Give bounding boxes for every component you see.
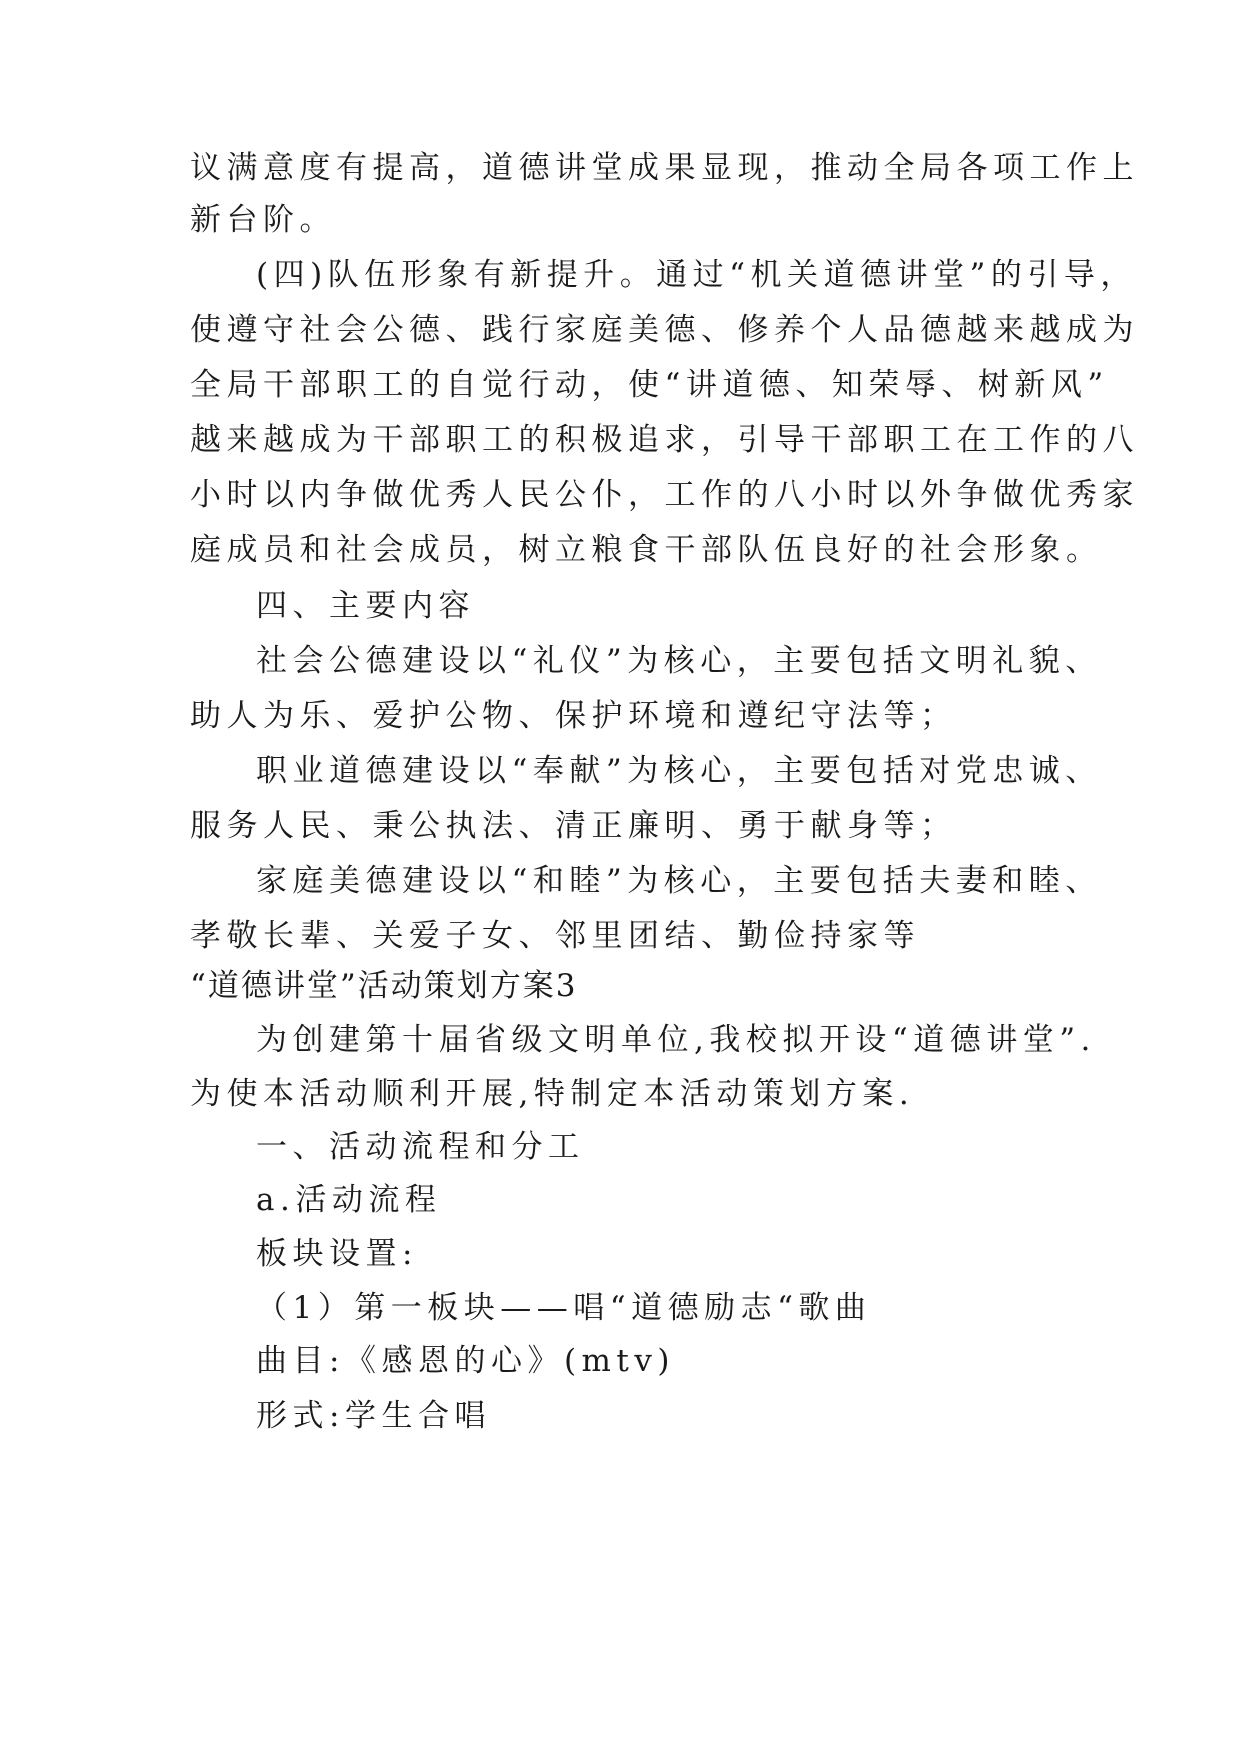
paragraph-line: 服务人民、秉公执法、清正廉明、勇于献身等； — [190, 808, 957, 844]
paragraph-line: 形式:学生合唱 — [256, 1398, 491, 1434]
paragraph-line: 为使本活动顺利开展,特制定本活动策划方案. — [190, 1076, 915, 1112]
paragraph-line: 小时以内争做优秀人民公仆，工作的八小时以外争做优秀家 — [190, 477, 1139, 513]
paragraph-line: 曲目:《感恩的心》(mtv) — [256, 1343, 675, 1379]
paragraph-line: 助人为乐、爱护公物、保护环境和遵纪守法等； — [190, 698, 957, 734]
paragraph-line: 全局干部职工的自觉行动，使“讲道德、知荣辱、树新风” — [190, 367, 1109, 403]
paragraph-line: 职业道德建设以“奉献”为核心，主要包括对党忠诚、 — [256, 753, 1102, 789]
paragraph-line: (四)队伍形象有新提升。通过“机关道德讲堂”的引导， — [256, 257, 1137, 293]
paragraph-line: 使遵守社会公德、践行家庭美德、修养个人品德越来越成为 — [190, 312, 1139, 348]
paragraph-line: 家庭美德建设以“和睦”为核心，主要包括夫妻和睦、 — [256, 863, 1102, 899]
paragraph-line: 板块设置: — [256, 1236, 418, 1272]
paragraph-line: 新台阶。 — [190, 202, 336, 238]
paragraph-line: 庭成员和社会成员，树立粮食干部队伍良好的社会形象。 — [190, 532, 1103, 568]
section-heading: 一、活动流程和分工 — [256, 1129, 585, 1165]
document-title: “道德讲堂”活动策划方案3 — [190, 968, 578, 1004]
section-heading: 四、主要内容 — [256, 588, 475, 624]
paragraph-line: 议满意度有提高，道德讲堂成果显现，推动全局各项工作上 — [190, 150, 1139, 186]
paragraph-line: 越来越成为干部职工的积极追求，引导干部职工在工作的八 — [190, 422, 1139, 458]
paragraph-line: （1）第一板块——唱“道德励志“歌曲 — [256, 1290, 872, 1326]
paragraph-line: 为创建第十届省级文明单位,我校拟开设“道德讲堂”. — [256, 1022, 1096, 1058]
paragraph-line: 社会公德建设以“礼仪”为核心，主要包括文明礼貌、 — [256, 643, 1102, 679]
paragraph-line: 孝敬长辈、关爱子女、邻里团结、勤俭持家等 — [190, 918, 920, 954]
subsection-heading: a.活动流程 — [256, 1182, 442, 1218]
